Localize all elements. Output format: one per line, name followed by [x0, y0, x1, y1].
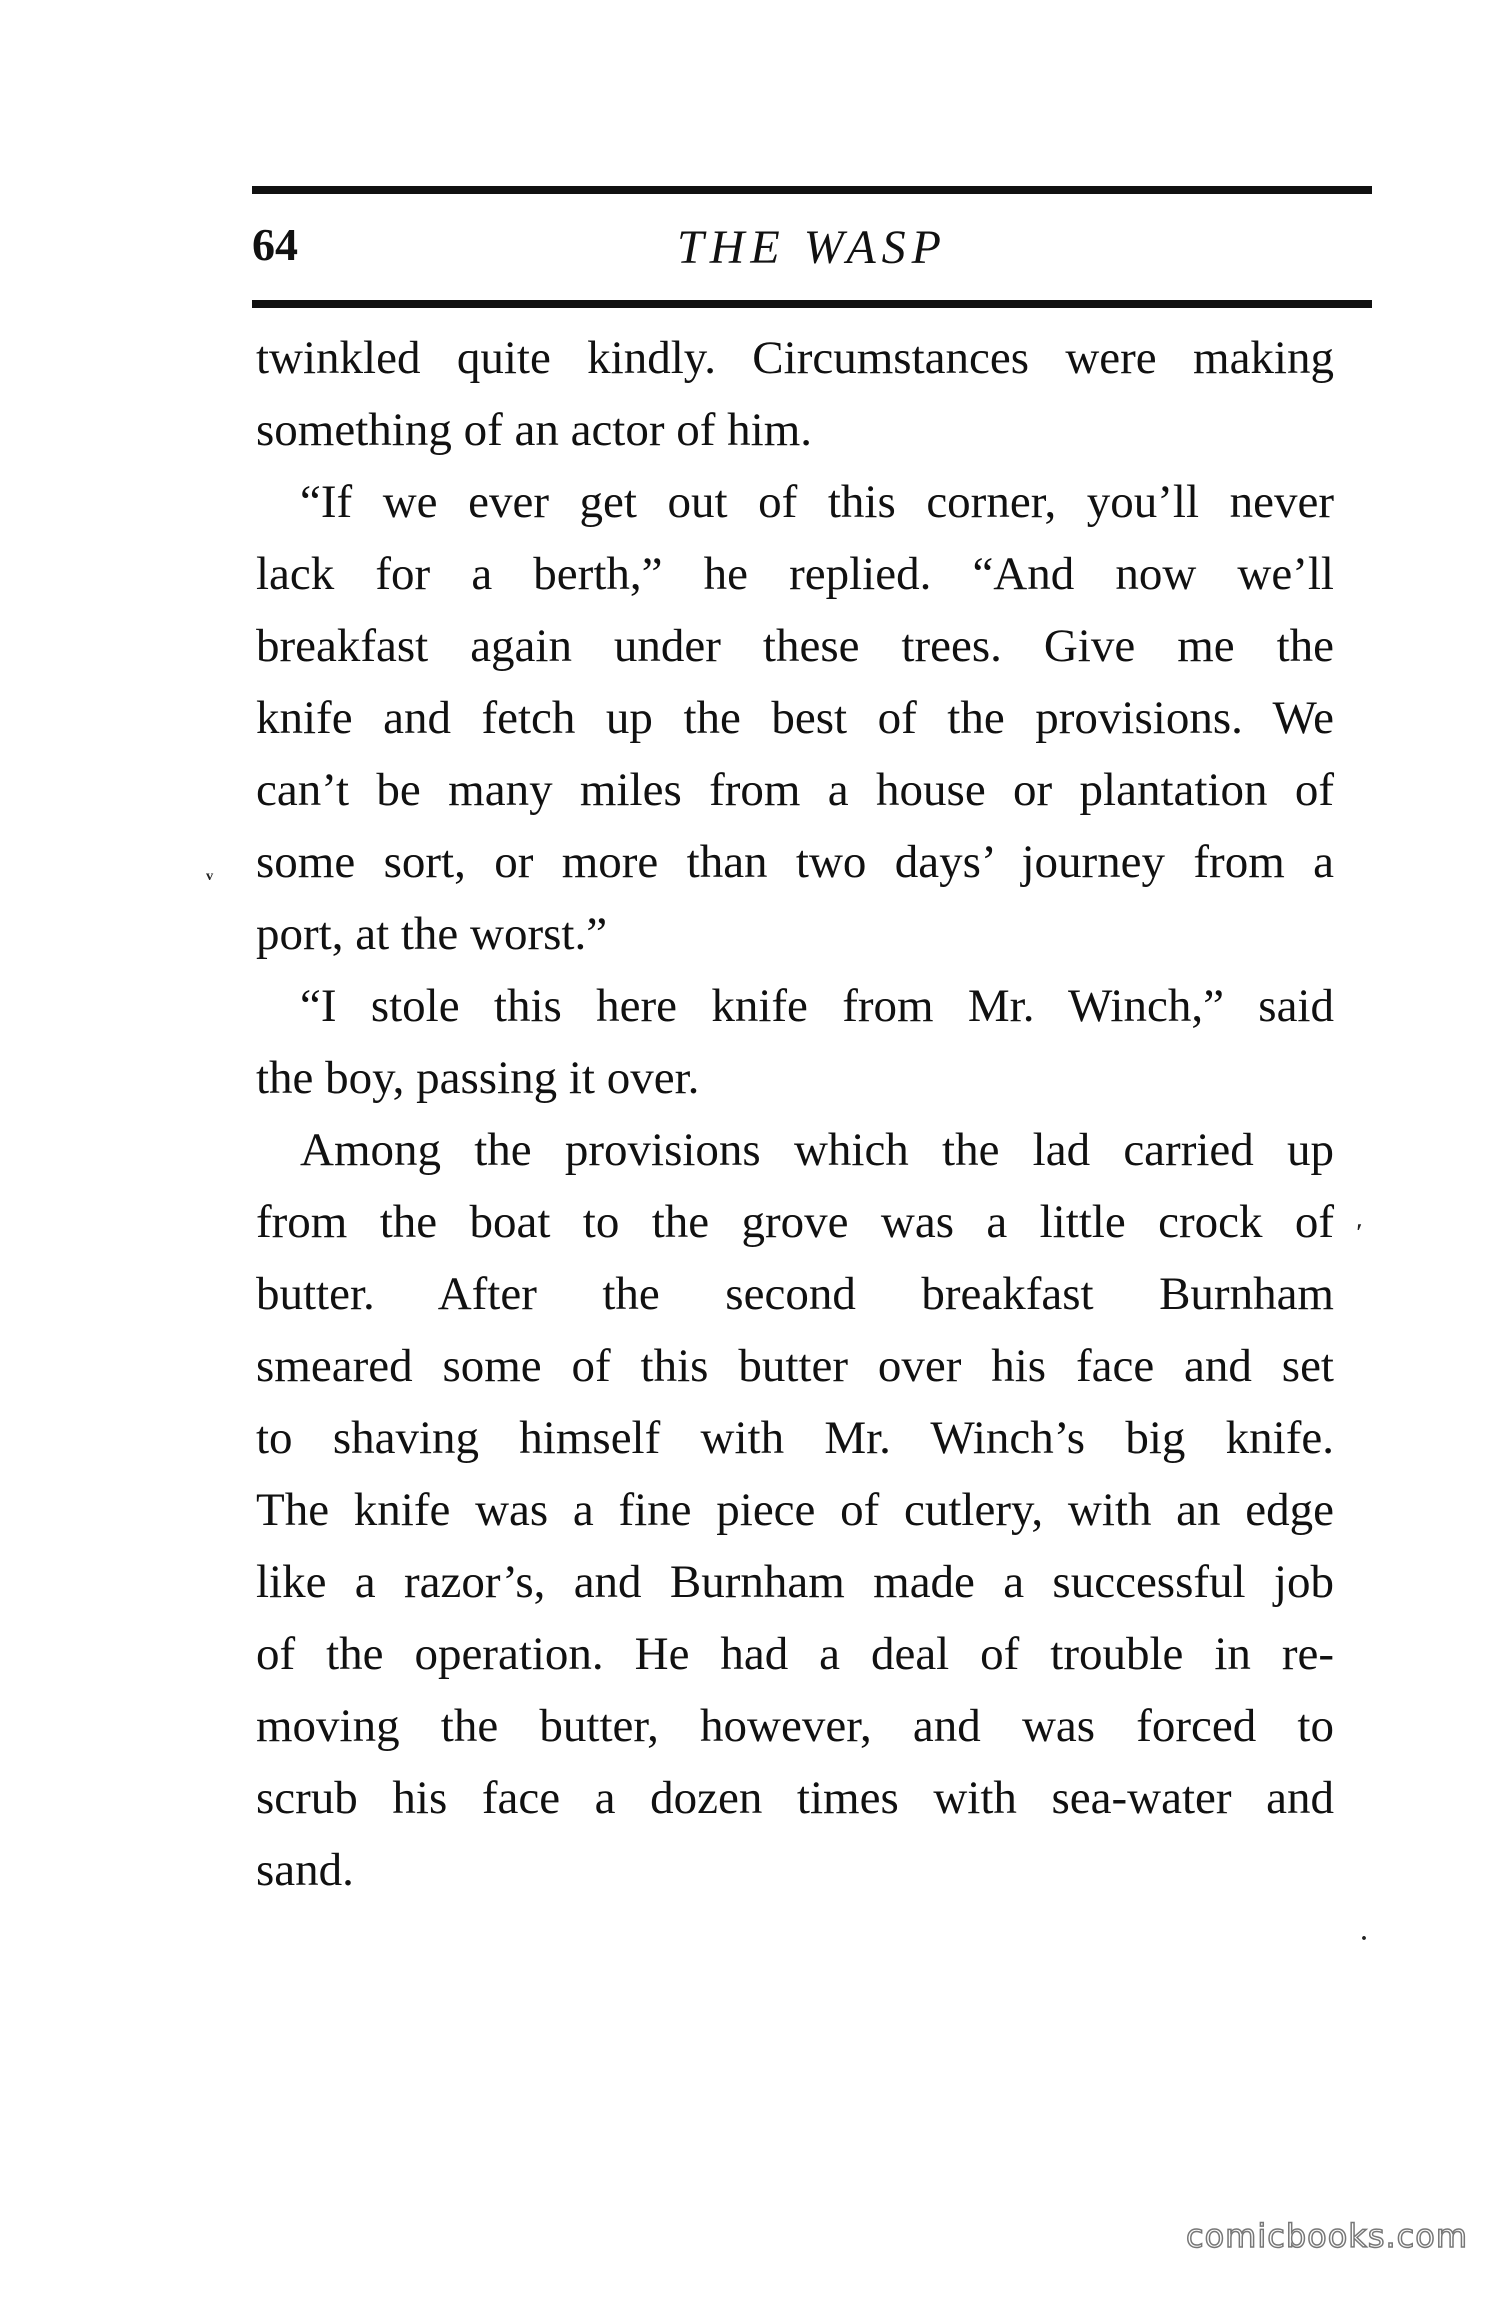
text-line: the boy, passing it over.: [256, 1052, 700, 1104]
page-number: 64: [252, 219, 298, 270]
margin-speck: ᵥ: [206, 858, 214, 884]
text-line: something of an actor of him.: [256, 404, 813, 456]
watermark: comicbooks.com: [1185, 2217, 1468, 2255]
text-line: to shaving himself with Mr. Winch’s big knife.: [256, 1412, 1334, 1464]
body-text: [256, 322, 1334, 1906]
header-rule-bottom: [252, 300, 1372, 308]
text-line: twinkled quite kindly. Circumstances were making: [256, 332, 1334, 384]
text-line: lack for a berth,” he replied. “And now we’ll: [256, 548, 1334, 600]
text-line: breakfast again under these trees. Give me the: [256, 620, 1334, 672]
header-rule-top: [252, 186, 1372, 194]
running-header: [252, 208, 1372, 288]
text-line: some sort, or more than two days’ journey from a: [256, 836, 1334, 888]
text-line: “If we ever get out of this corner, you’ll never: [300, 476, 1334, 528]
margin-speck: ·: [1360, 1926, 1369, 1952]
text-line: “I stole this here knife from Mr. Winch,” said: [300, 980, 1334, 1032]
running-title: THE WASP: [677, 221, 947, 274]
text-line: of the operation. He had a deal of trouble in re-: [256, 1628, 1334, 1680]
text-line: sand.: [256, 1844, 354, 1896]
text-line: from the boat to the grove was a little crock of: [256, 1196, 1334, 1248]
text-line: The knife was a fine piece of cutlery, with an edge: [256, 1484, 1334, 1536]
text-line: port, at the worst.”: [256, 908, 608, 960]
text-line: scrub his face a dozen times with sea-water and: [256, 1772, 1334, 1824]
text-line: knife and fetch up the best of the provisions. We: [256, 692, 1334, 744]
text-line: like a razor’s, and Burnham made a successful job: [256, 1556, 1334, 1608]
text-line: can’t be many miles from a house or plantation of: [256, 764, 1334, 816]
text-line: moving the butter, however, and was forced to: [256, 1700, 1334, 1752]
text-line: butter. After the second breakfast Burnham: [256, 1268, 1334, 1320]
margin-speck: ʹ: [1356, 1220, 1363, 1246]
text-line: smeared some of this butter over his face and set: [256, 1340, 1334, 1392]
text-line: Among the provisions which the lad carried up: [300, 1124, 1334, 1176]
